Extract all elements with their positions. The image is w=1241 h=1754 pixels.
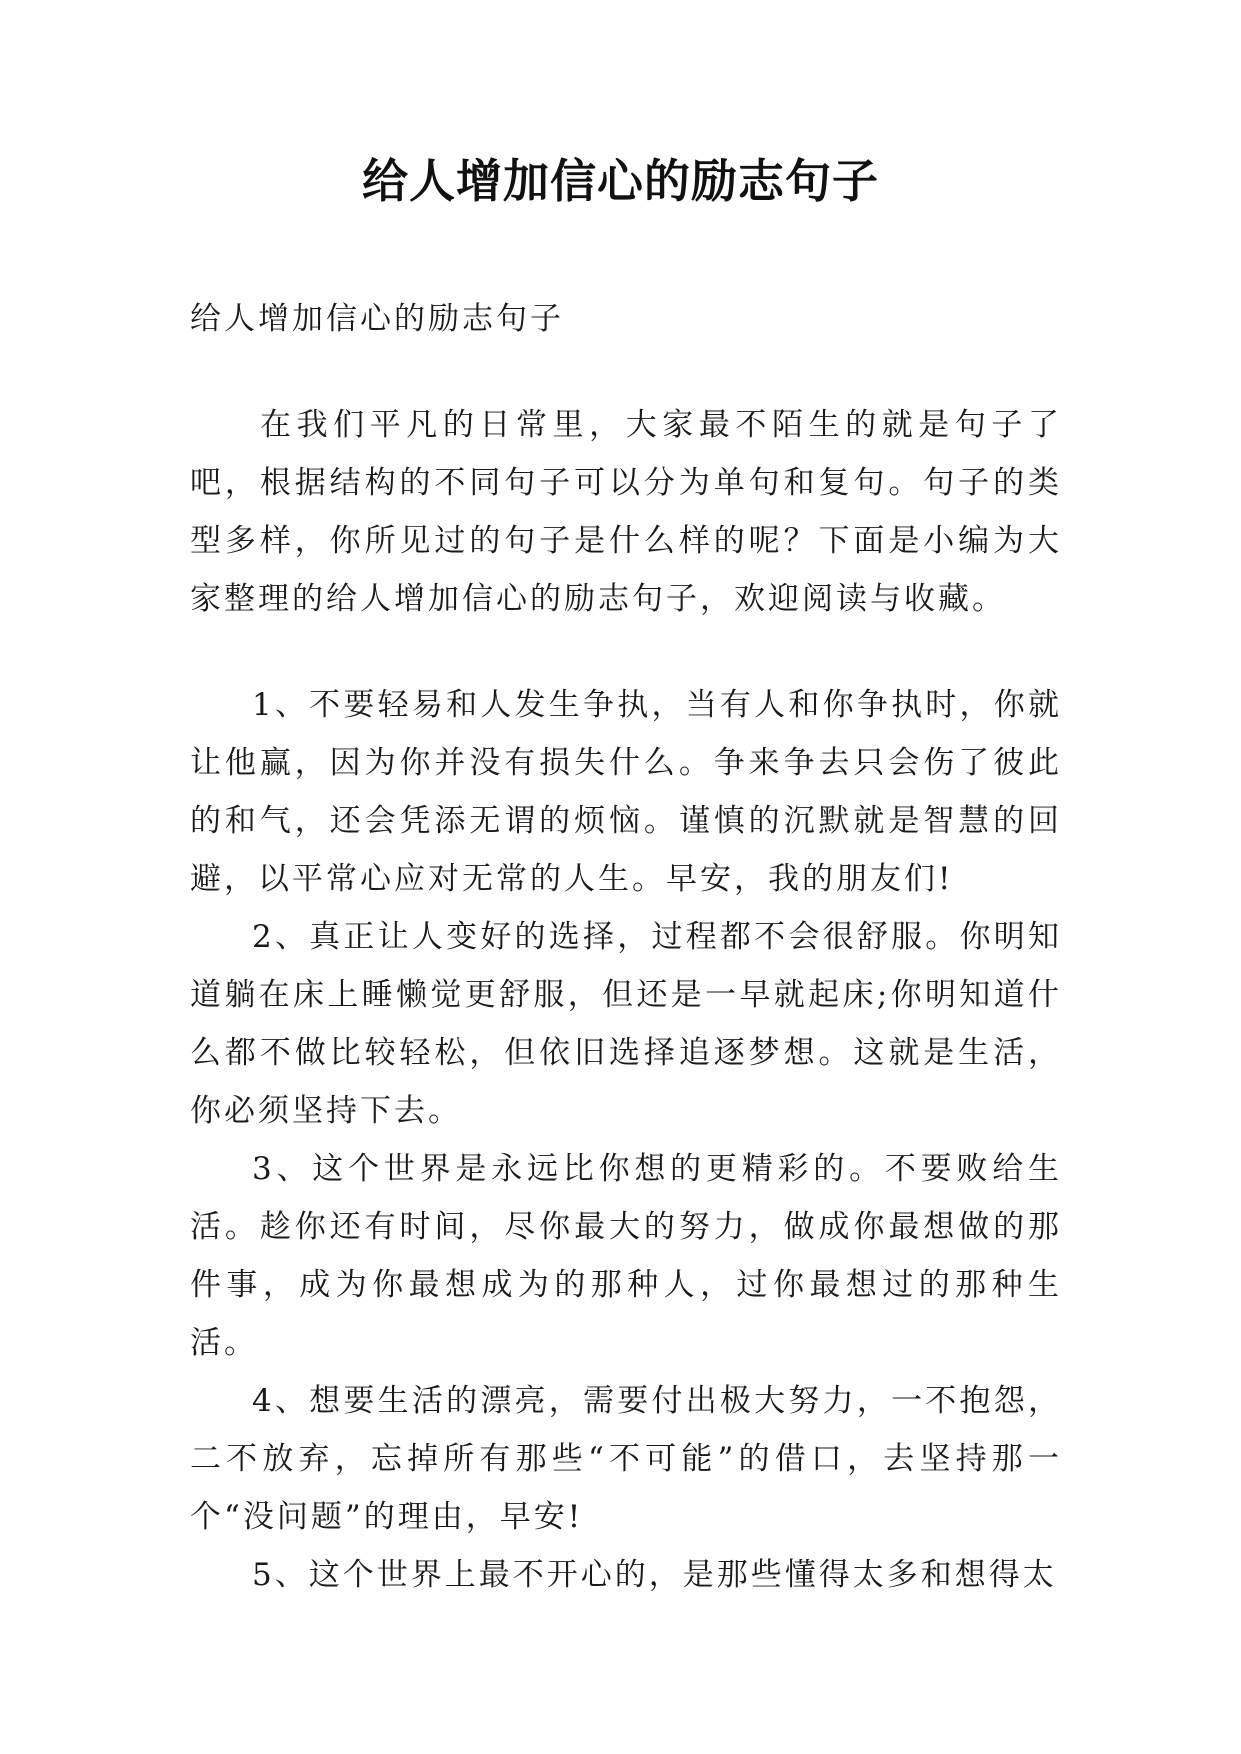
list-item: 2、真正让人变好的选择，过程都不会很舒服。你明知道躺在床上睡懒觉更舒服，但还是一早就起床;你明知道什么都不做比较轻松，但依旧选择追逐梦想。这就是生活，你必须坚持下去。 (190, 919, 1062, 1129)
list-item: 5、这个世界上最不开心的，是那些懂得太多和想得太 (252, 1557, 1057, 1593)
intro-paragraph: 在我们平凡的日常里，大家最不陌生的就是句子了吧，根据结构的不同句子可以分为单句和复句。句子的类型多样，你所见过的句子是什么样的呢？下面是小编为大家整理的给人增加信心的励志句子，欢迎阅读与收藏。 (190, 407, 1062, 617)
list-item: 4、想要生活的漂亮，需要付出极大努力，一不抱怨，二不放弃，忘掉所有那些“不可能”的借口，去坚持那一个“没问题”的理由，早安! (190, 1383, 1062, 1535)
document-title: 给人增加信心的励志句子 (362, 154, 879, 208)
list-item: 3、这个世界是永远比你想的更精彩的。不要败给生活。趁你还有时间，尽你最大的努力，做成你最想做的那件事，成为你最想成为的那种人，过你最想过的那种生活。 (190, 1151, 1062, 1361)
list-item: 1、不要轻易和人发生争执，当有人和你争执时，你就让他赢，因为你并没有损失什么。争来争去只会伤了彼此的和气，还会凭添无谓的烦恼。谨慎的沉默就是智慧的回避，以平常心应对无常的人生。早安，我的朋友们! (190, 687, 1062, 897)
document-subtitle: 给人增加信心的励志句子 (190, 301, 564, 337)
document-body (190, 290, 1062, 1604)
